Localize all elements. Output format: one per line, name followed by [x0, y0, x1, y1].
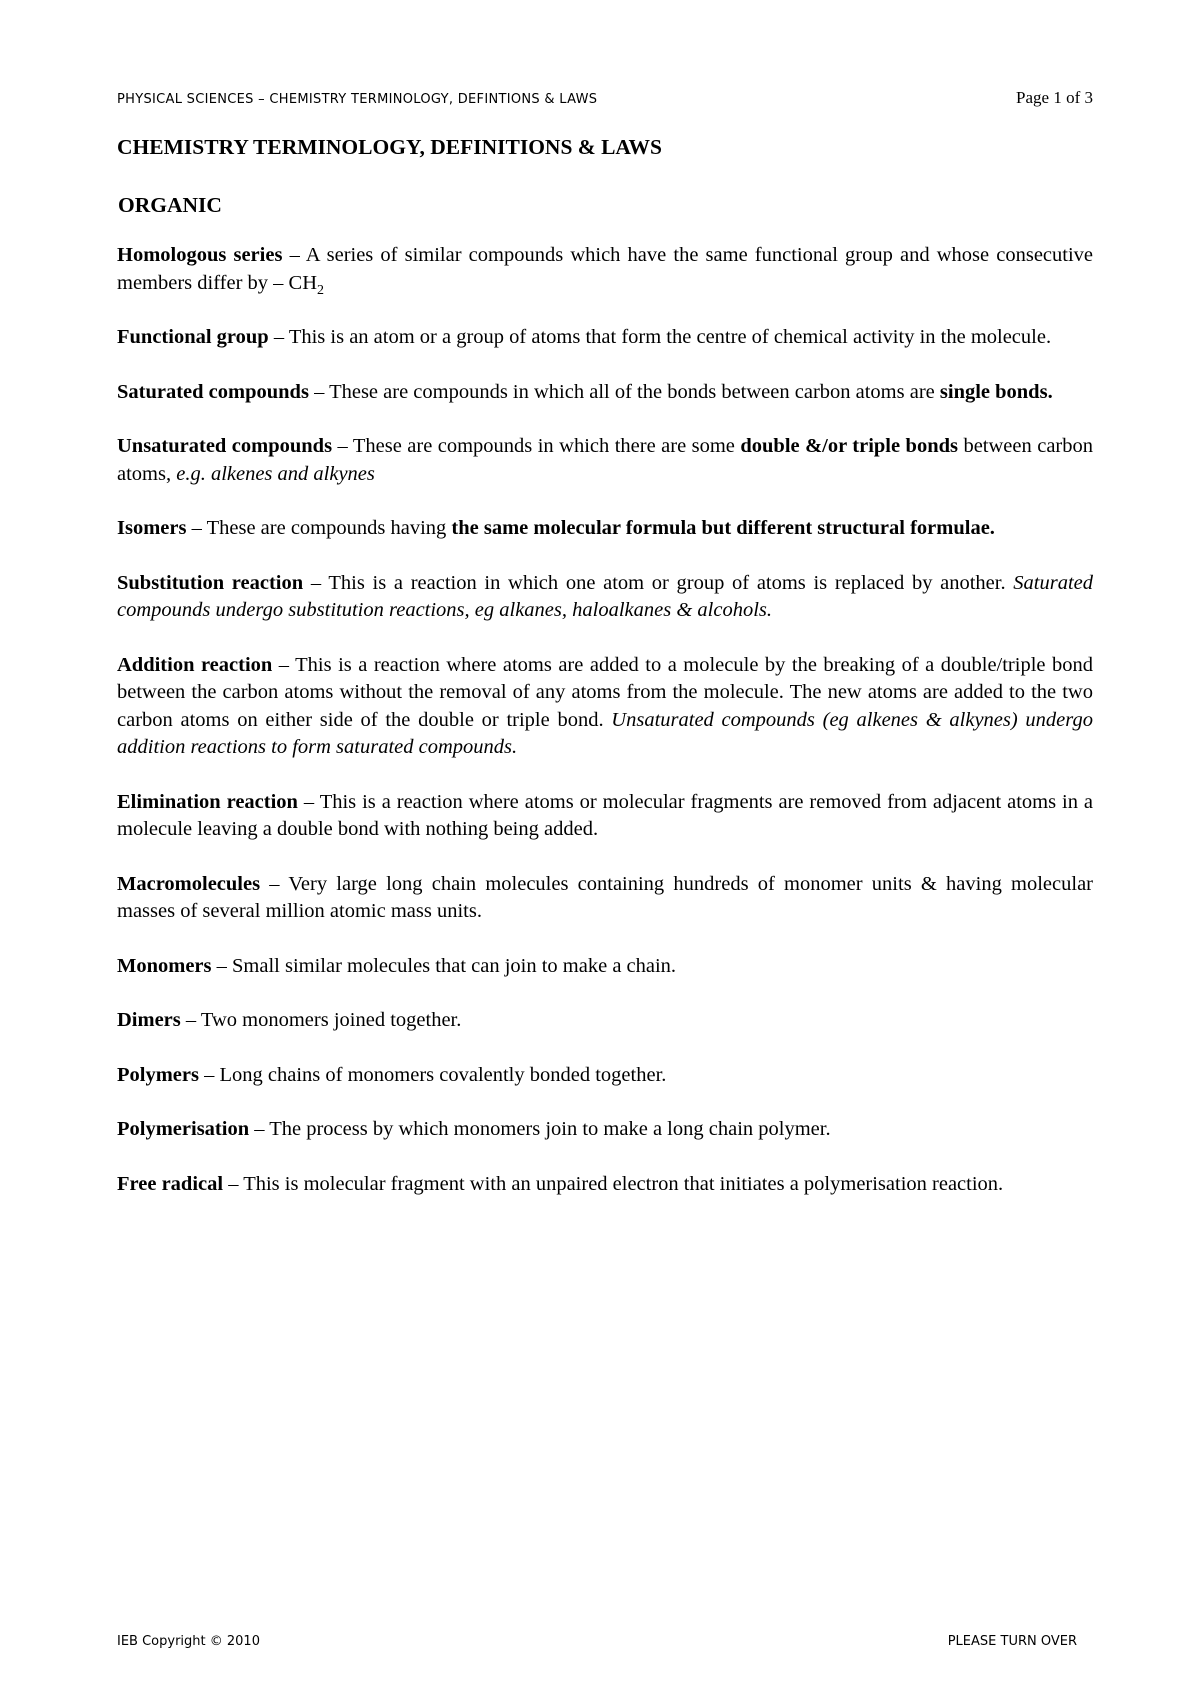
page-number: Page 1 of 3 — [1016, 88, 1093, 107]
definition-term: Addition reaction — [117, 653, 273, 676]
section-heading: ORGANIC — [118, 192, 222, 217]
definition-substitution-reaction — [117, 570, 1093, 625]
definition-term: Unsaturated compounds — [117, 435, 333, 457]
definition-term: Saturated compounds — [117, 380, 309, 403]
turn-over-notice: PLEASE TURN OVER — [947, 1634, 1077, 1649]
definition-text: – This is a reaction where atoms are added to a molecule by the breaking of a double/triple bond between the carbon atoms without the removal of any atoms from the molecule. The new atoms are added to the two carbon atoms on either side of the double or triple bond. — [117, 653, 1093, 731]
definition-addition-reaction — [117, 652, 1093, 762]
definition-term: Free radical — [117, 1172, 224, 1195]
definition-emphasis: single bonds. — [939, 380, 1053, 403]
definition-example: e.g. alkenes and alkynes — [176, 462, 375, 485]
definition-text: – This is a reaction where atoms or molecular fragments are removed from adjacent atoms in a molecule leaving a double bond with nothing being added. — [117, 790, 1093, 840]
definition-macromolecules — [117, 871, 1093, 926]
definition-unsaturated-compounds — [117, 433, 1093, 488]
definition-text: – This is a reaction in which one atom or group of atoms is replaced by another. — [303, 571, 1014, 594]
definition-text: – A series of similar compounds which have the same functional group and whose consecutive members differ by – CH — [117, 244, 1094, 294]
definition-text: – This is molecular fragment with an unpaired electron that initiates a polymerisation reaction. — [223, 1172, 1004, 1195]
definition-term: Substitution reaction — [117, 571, 304, 594]
definition-example: Saturated compounds undergo substitution reactions, eg alkanes, haloalkanes & alcohols. — [117, 571, 1093, 621]
document-body — [117, 134, 1093, 1225]
definition-text: – The process by which monomers join to make a long chain polymer. — [249, 1118, 831, 1140]
definition-term: Elimination reaction — [117, 790, 298, 813]
definition-text: – These are compounds in which all of the bonds between carbon atoms are — [308, 380, 940, 403]
definition-text: – Very large long chain molecules containing hundreds of monomer units & having molecular masses of several million atomic mass units. — [117, 872, 1093, 922]
document-title: CHEMISTRY TERMINOLOGY, DEFINITIONS & LAWS — [117, 135, 663, 159]
definition-text: – These are compounds having — [186, 517, 452, 539]
definition-term: Monomers — [117, 954, 212, 977]
definition-saturated-compounds — [117, 379, 1093, 407]
header-subject: PHYSICAL SCIENCES – CHEMISTRY TERMINOLOGY, DEFINTIONS & LAWS — [117, 92, 598, 107]
definition-text: – Small similar molecules that can join to make a chain. — [211, 954, 677, 977]
definition-text: – Long chains of monomers covalently bonded together. — [198, 1063, 667, 1086]
definition-term: Isomers — [117, 517, 187, 539]
definition-isomers — [117, 515, 1093, 543]
definition-text: – This is an atom or a group of atoms that form the centre of chemical activity in the molecule. — [268, 326, 1052, 348]
definition-term: Polymers — [117, 1063, 199, 1086]
definition-term: Polymerisation — [117, 1118, 250, 1140]
definition-dimers — [117, 1007, 1093, 1035]
subscript: 2 — [317, 282, 325, 298]
page-header — [117, 88, 1093, 108]
definition-emphasis: double &/or triple bonds — [740, 435, 958, 457]
page-footer — [117, 1634, 1077, 1649]
definition-monomers — [117, 953, 1093, 981]
definition-example: Unsaturated compounds (eg alkenes & alkynes) undergo addition reactions to form saturated compounds. — [117, 708, 1093, 758]
definition-text: – Two monomers joined together. — [180, 1009, 462, 1031]
definition-text: – These are compounds in which there are some — [332, 435, 741, 457]
copyright-notice: IEB Copyright © 2010 — [117, 1634, 260, 1649]
definition-term: Functional group — [117, 326, 269, 348]
definition-term: Dimers — [117, 1009, 181, 1031]
definition-polymers — [117, 1062, 1093, 1090]
definition-functional-group — [117, 324, 1093, 352]
definition-homologous-series — [117, 242, 1093, 297]
definition-elimination-reaction — [117, 789, 1093, 844]
definition-emphasis: the same molecular formula but different structural formulae. — [451, 517, 995, 539]
definition-text: between carbon atoms, — [117, 435, 1093, 485]
definition-polymerisation — [117, 1116, 1093, 1144]
definition-term: Homologous series — [117, 244, 283, 266]
definition-free-radical — [117, 1171, 1093, 1199]
definition-term: Macromolecules — [117, 872, 261, 895]
